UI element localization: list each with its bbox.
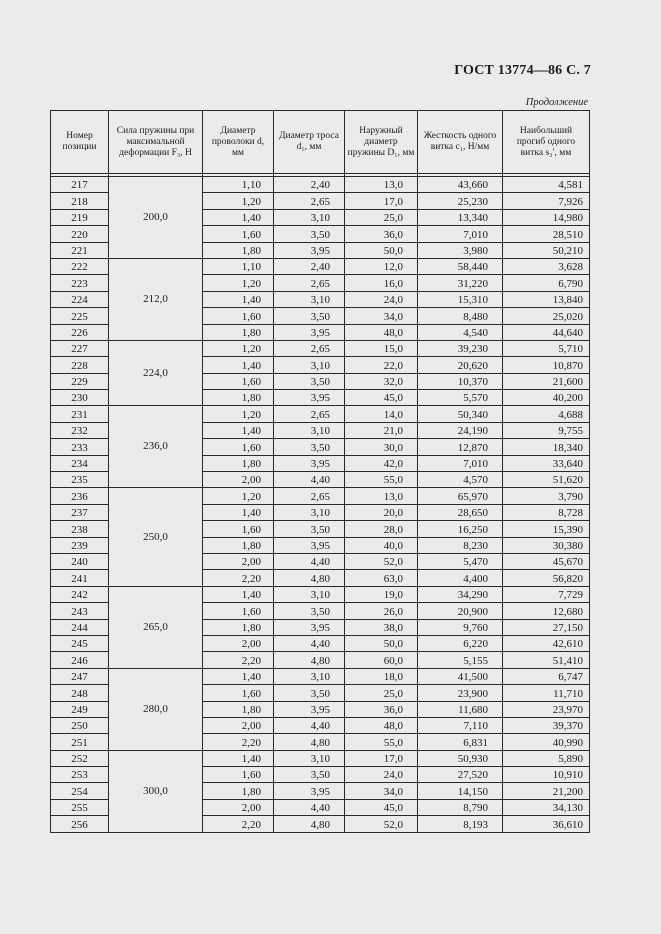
- outer-diameter-cell: 63,0: [345, 570, 418, 586]
- deflection-cell: 45,670: [503, 553, 590, 569]
- wire-diameter-cell: 2,00: [203, 472, 274, 488]
- cable-diameter-cell: 4,40: [274, 472, 345, 488]
- wire-diameter-cell: 1,20: [203, 488, 274, 504]
- cable-diameter-cell: 2,65: [274, 275, 345, 291]
- deflection-cell: 44,640: [503, 324, 590, 340]
- column-header-position: Номер позиции: [51, 111, 109, 174]
- position-number: 231: [51, 406, 109, 422]
- cable-diameter-cell: 3,10: [274, 422, 345, 438]
- outer-diameter-cell: 52,0: [345, 816, 418, 832]
- cable-diameter-cell: 2,65: [274, 488, 345, 504]
- cable-diameter-cell: 3,10: [274, 291, 345, 307]
- spring-force-cell: 236,0: [109, 406, 203, 488]
- stiffness-cell: 25,230: [418, 193, 503, 209]
- cable-diameter-cell: 3,50: [274, 603, 345, 619]
- wire-diameter-cell: 1,80: [203, 324, 274, 340]
- stiffness-cell: 6,220: [418, 635, 503, 651]
- table-row: [51, 177, 590, 193]
- deflection-cell: 7,926: [503, 193, 590, 209]
- outer-diameter-cell: 48,0: [345, 717, 418, 733]
- wire-diameter-cell: 1,40: [203, 291, 274, 307]
- position-number: 251: [51, 734, 109, 750]
- column-header-wire-diameter: Диаметр проволоки d, мм: [203, 111, 274, 174]
- wire-diameter-cell: 1,20: [203, 406, 274, 422]
- outer-diameter-cell: 50,0: [345, 635, 418, 651]
- wire-diameter-cell: 2,00: [203, 635, 274, 651]
- deflection-cell: 10,910: [503, 767, 590, 783]
- spring-force-cell: 300,0: [109, 750, 203, 832]
- position-number: 250: [51, 717, 109, 733]
- table-row: [51, 340, 590, 356]
- deflection-cell: 51,620: [503, 472, 590, 488]
- stiffness-cell: 15,310: [418, 291, 503, 307]
- stiffness-cell: 50,340: [418, 406, 503, 422]
- position-number: 240: [51, 553, 109, 569]
- cable-diameter-cell: 4,40: [274, 553, 345, 569]
- stiffness-cell: 23,900: [418, 685, 503, 701]
- position-number: 254: [51, 783, 109, 799]
- cable-diameter-cell: 3,50: [274, 767, 345, 783]
- position-number: 229: [51, 373, 109, 389]
- deflection-cell: 6,747: [503, 668, 590, 684]
- table-header-row: [51, 111, 590, 174]
- cable-diameter-cell: 3,50: [274, 226, 345, 242]
- column-header-stiffness: Жесткость одного витка c₁, Н/мм: [418, 111, 503, 174]
- deflection-cell: 18,340: [503, 439, 590, 455]
- position-number: 241: [51, 570, 109, 586]
- deflection-cell: 51,410: [503, 652, 590, 668]
- deflection-cell: 13,840: [503, 291, 590, 307]
- wire-diameter-cell: 1,40: [203, 750, 274, 766]
- position-number: 226: [51, 324, 109, 340]
- outer-diameter-cell: 20,0: [345, 504, 418, 520]
- position-number: 238: [51, 521, 109, 537]
- deflection-cell: 8,728: [503, 504, 590, 520]
- position-number: 255: [51, 799, 109, 815]
- position-number: 239: [51, 537, 109, 553]
- cable-diameter-cell: 2,65: [274, 340, 345, 356]
- deflection-cell: 21,600: [503, 373, 590, 389]
- outer-diameter-cell: 36,0: [345, 701, 418, 717]
- spring-force-cell: 212,0: [109, 258, 203, 340]
- wire-diameter-cell: 1,80: [203, 701, 274, 717]
- wire-diameter-cell: 1,60: [203, 308, 274, 324]
- deflection-cell: 15,390: [503, 521, 590, 537]
- deflection-cell: 30,380: [503, 537, 590, 553]
- position-number: 253: [51, 767, 109, 783]
- stiffness-cell: 12,870: [418, 439, 503, 455]
- deflection-cell: 36,610: [503, 816, 590, 832]
- stiffness-cell: 6,831: [418, 734, 503, 750]
- table-row: [51, 488, 590, 504]
- wire-diameter-cell: 1,80: [203, 783, 274, 799]
- deflection-cell: 9,755: [503, 422, 590, 438]
- cable-diameter-cell: 3,95: [274, 537, 345, 553]
- cable-diameter-cell: 3,95: [274, 619, 345, 635]
- position-number: 235: [51, 472, 109, 488]
- deflection-cell: 39,370: [503, 717, 590, 733]
- cable-diameter-cell: 4,40: [274, 635, 345, 651]
- position-number: 228: [51, 357, 109, 373]
- stiffness-cell: 7,010: [418, 226, 503, 242]
- cable-diameter-cell: 3,95: [274, 390, 345, 406]
- stiffness-cell: 8,790: [418, 799, 503, 815]
- position-number: 248: [51, 685, 109, 701]
- stiffness-cell: 5,470: [418, 553, 503, 569]
- outer-diameter-cell: 45,0: [345, 390, 418, 406]
- cable-diameter-cell: 2,65: [274, 406, 345, 422]
- position-number: 249: [51, 701, 109, 717]
- stiffness-cell: 4,540: [418, 324, 503, 340]
- wire-diameter-cell: 2,20: [203, 816, 274, 832]
- wire-diameter-cell: 2,00: [203, 553, 274, 569]
- cable-diameter-cell: 2,40: [274, 258, 345, 274]
- wire-diameter-cell: 2,00: [203, 799, 274, 815]
- cable-diameter-cell: 3,95: [274, 783, 345, 799]
- cable-diameter-cell: 3,50: [274, 308, 345, 324]
- table-row: [51, 406, 590, 422]
- cable-diameter-cell: 3,50: [274, 521, 345, 537]
- cable-diameter-cell: 4,40: [274, 799, 345, 815]
- wire-diameter-cell: 1,60: [203, 439, 274, 455]
- wire-diameter-cell: 2,20: [203, 570, 274, 586]
- deflection-cell: 25,020: [503, 308, 590, 324]
- position-number: 234: [51, 455, 109, 471]
- cable-diameter-cell: 3,95: [274, 324, 345, 340]
- cable-diameter-cell: 3,10: [274, 357, 345, 373]
- wire-diameter-cell: 1,40: [203, 209, 274, 225]
- cable-diameter-cell: 4,40: [274, 717, 345, 733]
- cable-diameter-cell: 4,80: [274, 816, 345, 832]
- stiffness-cell: 11,680: [418, 701, 503, 717]
- wire-diameter-cell: 1,40: [203, 668, 274, 684]
- outer-diameter-cell: 28,0: [345, 521, 418, 537]
- stiffness-cell: 20,620: [418, 357, 503, 373]
- deflection-cell: 7,729: [503, 586, 590, 602]
- outer-diameter-cell: 38,0: [345, 619, 418, 635]
- stiffness-cell: 8,230: [418, 537, 503, 553]
- deflection-cell: 5,890: [503, 750, 590, 766]
- wire-diameter-cell: 1,10: [203, 258, 274, 274]
- deflection-cell: 3,790: [503, 488, 590, 504]
- position-number: 244: [51, 619, 109, 635]
- cable-diameter-cell: 4,80: [274, 734, 345, 750]
- outer-diameter-cell: 55,0: [345, 472, 418, 488]
- wire-diameter-cell: 1,60: [203, 685, 274, 701]
- outer-diameter-cell: 13,0: [345, 488, 418, 504]
- spring-force-cell: 265,0: [109, 586, 203, 668]
- cable-diameter-cell: 2,65: [274, 193, 345, 209]
- outer-diameter-cell: 13,0: [345, 177, 418, 193]
- deflection-cell: 40,200: [503, 390, 590, 406]
- spring-force-cell: 250,0: [109, 488, 203, 586]
- position-number: 227: [51, 340, 109, 356]
- spring-force-cell: 224,0: [109, 340, 203, 406]
- wire-diameter-cell: 1,80: [203, 619, 274, 635]
- deflection-cell: 27,150: [503, 619, 590, 635]
- column-header-cable-diameter: Диаметр троса d₁, мм: [274, 111, 345, 174]
- position-number: 218: [51, 193, 109, 209]
- wire-diameter-cell: 1,20: [203, 275, 274, 291]
- outer-diameter-cell: 22,0: [345, 357, 418, 373]
- outer-diameter-cell: 36,0: [345, 226, 418, 242]
- wire-diameter-cell: 1,10: [203, 177, 274, 193]
- cable-diameter-cell: 3,95: [274, 242, 345, 258]
- outer-diameter-cell: 48,0: [345, 324, 418, 340]
- outer-diameter-cell: 42,0: [345, 455, 418, 471]
- table-row: [51, 750, 590, 766]
- wire-diameter-cell: 1,80: [203, 455, 274, 471]
- position-number: 221: [51, 242, 109, 258]
- position-number: 220: [51, 226, 109, 242]
- outer-diameter-cell: 45,0: [345, 799, 418, 815]
- stiffness-cell: 14,150: [418, 783, 503, 799]
- deflection-cell: 4,688: [503, 406, 590, 422]
- spring-force-cell: 280,0: [109, 668, 203, 750]
- outer-diameter-cell: 60,0: [345, 652, 418, 668]
- wire-diameter-cell: 2,20: [203, 734, 274, 750]
- outer-diameter-cell: 15,0: [345, 340, 418, 356]
- outer-diameter-cell: 17,0: [345, 193, 418, 209]
- stiffness-cell: 28,650: [418, 504, 503, 520]
- wire-diameter-cell: 1,80: [203, 390, 274, 406]
- position-number: 237: [51, 504, 109, 520]
- outer-diameter-cell: 26,0: [345, 603, 418, 619]
- deflection-cell: 34,130: [503, 799, 590, 815]
- cable-diameter-cell: 3,10: [274, 586, 345, 602]
- cable-diameter-cell: 3,50: [274, 685, 345, 701]
- position-number: 219: [51, 209, 109, 225]
- spring-spec-table: [50, 110, 590, 833]
- stiffness-cell: 39,230: [418, 340, 503, 356]
- outer-diameter-cell: 14,0: [345, 406, 418, 422]
- page-header: ГОСТ 13774—86 С. 7: [454, 63, 591, 78]
- outer-diameter-cell: 24,0: [345, 767, 418, 783]
- stiffness-cell: 8,193: [418, 816, 503, 832]
- wire-diameter-cell: 1,40: [203, 586, 274, 602]
- column-header-force: Сила пружины при максимальной деформации F₃, Н: [109, 111, 203, 174]
- cable-diameter-cell: 3,50: [274, 439, 345, 455]
- stiffness-cell: 65,970: [418, 488, 503, 504]
- outer-diameter-cell: 34,0: [345, 308, 418, 324]
- wire-diameter-cell: 1,60: [203, 603, 274, 619]
- deflection-cell: 4,581: [503, 177, 590, 193]
- wire-diameter-cell: 1,80: [203, 537, 274, 553]
- wire-diameter-cell: 1,60: [203, 373, 274, 389]
- stiffness-cell: 8,480: [418, 308, 503, 324]
- stiffness-cell: 16,250: [418, 521, 503, 537]
- position-number: 217: [51, 177, 109, 193]
- stiffness-cell: 7,010: [418, 455, 503, 471]
- cable-diameter-cell: 3,10: [274, 750, 345, 766]
- position-number: 223: [51, 275, 109, 291]
- stiffness-cell: 3,980: [418, 242, 503, 258]
- wire-diameter-cell: 1,20: [203, 340, 274, 356]
- continuation-label: Продолжение: [525, 97, 588, 108]
- stiffness-cell: 9,760: [418, 619, 503, 635]
- deflection-cell: 3,628: [503, 258, 590, 274]
- deflection-cell: 33,640: [503, 455, 590, 471]
- deflection-cell: 5,710: [503, 340, 590, 356]
- stiffness-cell: 4,400: [418, 570, 503, 586]
- position-number: 256: [51, 816, 109, 832]
- position-number: 247: [51, 668, 109, 684]
- deflection-cell: 28,510: [503, 226, 590, 242]
- cable-diameter-cell: 3,50: [274, 373, 345, 389]
- stiffness-cell: 50,930: [418, 750, 503, 766]
- cable-diameter-cell: 3,10: [274, 668, 345, 684]
- cable-diameter-cell: 4,80: [274, 652, 345, 668]
- position-number: 236: [51, 488, 109, 504]
- deflection-cell: 23,970: [503, 701, 590, 717]
- stiffness-cell: 10,370: [418, 373, 503, 389]
- outer-diameter-cell: 34,0: [345, 783, 418, 799]
- deflection-cell: 56,820: [503, 570, 590, 586]
- deflection-cell: 14,980: [503, 209, 590, 225]
- table-row: [51, 258, 590, 274]
- position-number: 246: [51, 652, 109, 668]
- cable-diameter-cell: 3,95: [274, 455, 345, 471]
- position-number: 224: [51, 291, 109, 307]
- wire-diameter-cell: 1,20: [203, 193, 274, 209]
- wire-diameter-cell: 1,60: [203, 521, 274, 537]
- outer-diameter-cell: 30,0: [345, 439, 418, 455]
- wire-diameter-cell: 1,40: [203, 504, 274, 520]
- outer-diameter-cell: 25,0: [345, 209, 418, 225]
- outer-diameter-cell: 12,0: [345, 258, 418, 274]
- position-number: 242: [51, 586, 109, 602]
- outer-diameter-cell: 52,0: [345, 553, 418, 569]
- cable-diameter-cell: 2,40: [274, 177, 345, 193]
- stiffness-cell: 34,290: [418, 586, 503, 602]
- position-number: 243: [51, 603, 109, 619]
- outer-diameter-cell: 24,0: [345, 291, 418, 307]
- deflection-cell: 50,210: [503, 242, 590, 258]
- outer-diameter-cell: 18,0: [345, 668, 418, 684]
- outer-diameter-cell: 32,0: [345, 373, 418, 389]
- deflection-cell: 12,680: [503, 603, 590, 619]
- stiffness-cell: 24,190: [418, 422, 503, 438]
- outer-diameter-cell: 21,0: [345, 422, 418, 438]
- position-number: 245: [51, 635, 109, 651]
- spring-force-cell: 200,0: [109, 177, 203, 259]
- position-number: 232: [51, 422, 109, 438]
- column-header-deflection: Наибольший прогиб одного витка s₃′, мм: [503, 111, 590, 174]
- position-number: 225: [51, 308, 109, 324]
- stiffness-cell: 27,520: [418, 767, 503, 783]
- stiffness-cell: 41,500: [418, 668, 503, 684]
- stiffness-cell: 31,220: [418, 275, 503, 291]
- position-number: 233: [51, 439, 109, 455]
- deflection-cell: 10,870: [503, 357, 590, 373]
- position-number: 230: [51, 390, 109, 406]
- wire-diameter-cell: 1,60: [203, 226, 274, 242]
- outer-diameter-cell: 19,0: [345, 586, 418, 602]
- wire-diameter-cell: 1,40: [203, 422, 274, 438]
- stiffness-cell: 13,340: [418, 209, 503, 225]
- outer-diameter-cell: 17,0: [345, 750, 418, 766]
- wire-diameter-cell: 2,20: [203, 652, 274, 668]
- stiffness-cell: 4,570: [418, 472, 503, 488]
- deflection-cell: 21,200: [503, 783, 590, 799]
- table-row: [51, 586, 590, 602]
- position-number: 252: [51, 750, 109, 766]
- wire-diameter-cell: 1,60: [203, 767, 274, 783]
- stiffness-cell: 5,155: [418, 652, 503, 668]
- wire-diameter-cell: 2,00: [203, 717, 274, 733]
- outer-diameter-cell: 50,0: [345, 242, 418, 258]
- deflection-cell: 42,610: [503, 635, 590, 651]
- outer-diameter-cell: 16,0: [345, 275, 418, 291]
- stiffness-cell: 20,900: [418, 603, 503, 619]
- stiffness-cell: 7,110: [418, 717, 503, 733]
- wire-diameter-cell: 1,40: [203, 357, 274, 373]
- stiffness-cell: 5,570: [418, 390, 503, 406]
- outer-diameter-cell: 55,0: [345, 734, 418, 750]
- stiffness-cell: 58,440: [418, 258, 503, 274]
- cable-diameter-cell: 3,95: [274, 701, 345, 717]
- outer-diameter-cell: 40,0: [345, 537, 418, 553]
- cable-diameter-cell: 4,80: [274, 570, 345, 586]
- table-row: [51, 668, 590, 684]
- cable-diameter-cell: 3,10: [274, 504, 345, 520]
- deflection-cell: 40,990: [503, 734, 590, 750]
- outer-diameter-cell: 25,0: [345, 685, 418, 701]
- column-header-outer-diameter: Наружный диаметр пружины D₁, мм: [345, 111, 418, 174]
- stiffness-cell: 43,660: [418, 177, 503, 193]
- deflection-cell: 11,710: [503, 685, 590, 701]
- wire-diameter-cell: 1,80: [203, 242, 274, 258]
- cable-diameter-cell: 3,10: [274, 209, 345, 225]
- deflection-cell: 6,790: [503, 275, 590, 291]
- position-number: 222: [51, 258, 109, 274]
